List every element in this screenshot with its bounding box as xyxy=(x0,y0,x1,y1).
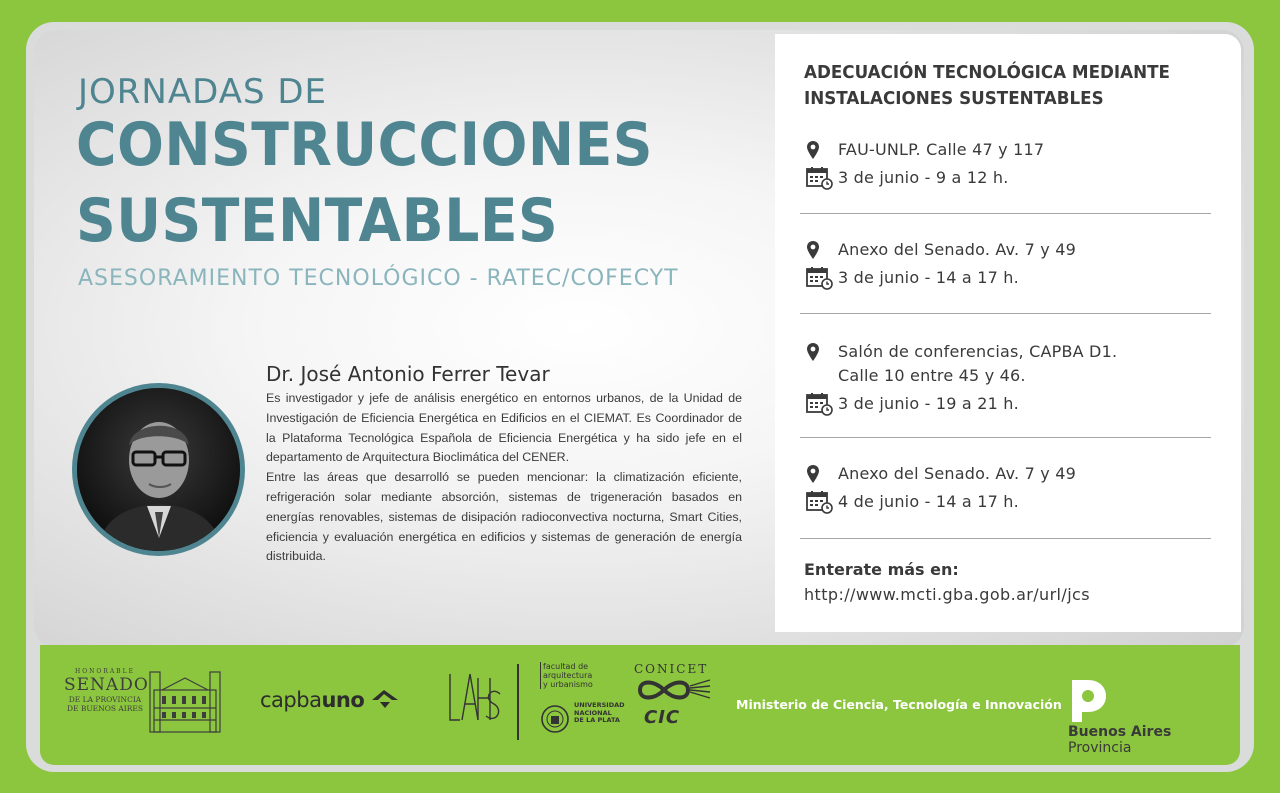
schedule-title xyxy=(804,60,1195,112)
senado-building-icon xyxy=(148,668,222,734)
senado-honorable: HONORABLE xyxy=(75,668,135,675)
title-line-1: JORNADAS DE xyxy=(78,72,327,112)
buenos-aires-title: Buenos Aires xyxy=(1068,724,1172,740)
senado-province-1: DE LA PROVINCIA xyxy=(68,695,142,704)
buenos-aires-logo xyxy=(1068,678,1171,756)
event-date: 4 de junio - 14 a 17 h. xyxy=(838,492,1019,511)
bio-paragraph-1: Es investigador y jefe de análisis energético en entornos urbanos, de la Unidad de Investigación de Eficiencia Energética en Edificios en el CIEMAT. Es Coordinador de la Plataforma Tecnológica Española de Eficiencia Energética y ha sido jefe en el departamento de Arquitectura Bioclimática del CENER. xyxy=(266,391,742,465)
conicet-infinity-icon xyxy=(634,676,712,704)
capba-prefix: capba xyxy=(260,688,322,712)
logo-divider xyxy=(517,664,519,740)
capbauno-logo xyxy=(260,688,400,712)
event-2 xyxy=(806,238,1206,290)
calendar-clock-icon xyxy=(806,490,838,514)
event-1 xyxy=(806,138,1206,190)
event-location: FAU-UNLP. Calle 47 y 117 xyxy=(838,140,1045,159)
speaker-bio xyxy=(266,389,742,567)
fau-logo xyxy=(540,662,593,689)
event-4 xyxy=(806,462,1206,514)
bio-paragraph-2: Entre las áreas que desarrolló se pueden mencionar: la climatización eficiente, refrigeración solar mediante absorción, sistemas de trigeneración basados en energías renovables, sistemas de disipación radioconvectiva nocturna, Smart Cities, eficiencia y evaluación energética en edificios y sistemas de generación de energía distribuida. xyxy=(266,470,742,564)
senado-province-2: DE BUENOS AIRES xyxy=(66,704,144,713)
capba-suffix: uno xyxy=(321,688,365,712)
calendar-clock-icon xyxy=(806,166,838,190)
event-location: Anexo del Senado. Av. 7 y 49 xyxy=(838,240,1076,259)
divider xyxy=(800,313,1211,314)
capba-house-icon xyxy=(370,688,400,710)
conicet-logo xyxy=(634,662,712,728)
event-location: Anexo del Senado. Av. 7 y 49 xyxy=(838,464,1076,483)
event-location-line-2: Calle 10 entre 45 y 46. xyxy=(838,366,1026,385)
speaker-name: Dr. José Antonio Ferrer Tevar xyxy=(266,362,550,386)
fau-line-1: facultad de xyxy=(543,662,589,671)
fau-line-2: arquitectura xyxy=(543,671,593,680)
unlp-line-3: DE LA PLATA xyxy=(574,716,620,724)
location-pin-icon xyxy=(806,238,838,262)
event-date: 3 de junio - 14 a 17 h. xyxy=(838,268,1019,287)
buenos-aires-p-icon xyxy=(1068,678,1108,724)
event-location-line-1: Salón de conferencias, CAPBA D1. xyxy=(838,342,1118,361)
cic-logo: CIC xyxy=(644,707,681,728)
speaker-photo-image xyxy=(77,388,240,551)
buenos-aires-subtitle: Provincia xyxy=(1068,740,1132,756)
unlp-seal-icon xyxy=(540,702,570,736)
calendar-clock-icon xyxy=(806,266,838,290)
title-line-2: CONSTRUCCIONES xyxy=(76,110,653,180)
location-pin-icon xyxy=(806,340,838,364)
calendar-clock-icon xyxy=(806,392,838,416)
schedule-title-line-1: ADECUACIÓN TECNOLÓGICA MEDIANTE xyxy=(804,62,1170,83)
speaker-portrait xyxy=(72,383,245,556)
divider xyxy=(800,437,1211,438)
lahs-mark-icon xyxy=(444,668,504,738)
senado-word: SENADO xyxy=(64,675,149,695)
event-3 xyxy=(806,340,1206,416)
unlp-line-2: NACIONAL xyxy=(574,708,612,717)
senado-logo xyxy=(64,668,224,736)
lahs-logo xyxy=(444,668,504,738)
title-line-3: SUSTENTABLES xyxy=(76,186,559,256)
event-location xyxy=(838,340,1117,388)
schedule-title-line-2: INSTALACIONES SUSTENTABLES xyxy=(804,88,1104,109)
divider xyxy=(800,538,1211,539)
title-subtitle: ASESORAMIENTO TECNOLÓGICO - RATEC/COFECYT xyxy=(78,266,679,291)
event-date: 3 de junio - 9 a 12 h. xyxy=(838,168,1009,187)
location-pin-icon xyxy=(806,138,838,162)
ministerio-label: Ministerio de Ciencia, Tecnología e Innovación xyxy=(736,697,1062,712)
unlp-line-1: UNIVERSIDAD xyxy=(574,701,625,709)
conicet-word: CONICET xyxy=(634,662,709,676)
unlp-logo xyxy=(540,702,630,736)
divider xyxy=(800,213,1211,214)
location-pin-icon xyxy=(806,462,838,486)
more-info-link[interactable]: http://www.mcti.gba.gob.ar/url/jcs xyxy=(804,585,1090,604)
event-date: 3 de junio - 19 a 21 h. xyxy=(838,394,1019,413)
schedule-card xyxy=(775,34,1241,632)
more-info-label: Enterate más en: xyxy=(804,560,959,579)
fau-line-3: y urbanismo xyxy=(543,680,593,689)
